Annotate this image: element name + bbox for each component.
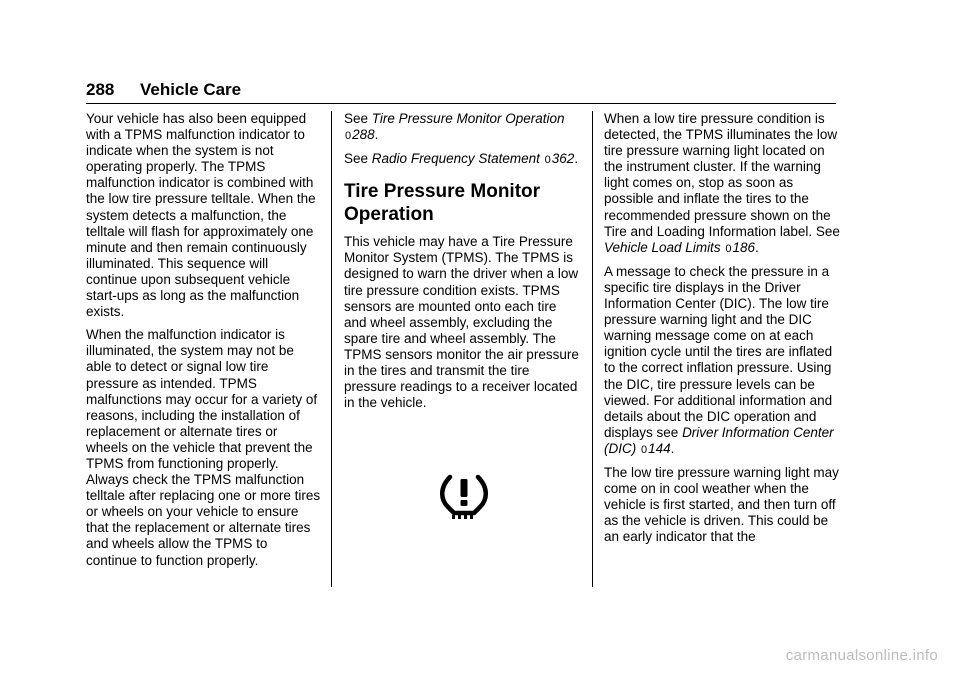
page-reference-icon: 0 [345, 130, 352, 143]
see-reference-1: See Tire Pressure Monitor Operation 0288. [344, 111, 565, 143]
column-divider [331, 111, 332, 587]
page-reference-icon: 0 [544, 154, 551, 167]
paragraph-tpms-description: This vehicle may have a Tire Pressure Monitor System (TPMS). The TPMS is designed to warn the driver when a low tire pressure condition exists. TPMS sensors are mounted onto each tire and wheel assembly, excluding the spare tire and wheel assembly. The TPMS sensors monitor the air pressure in the tires and transmit the tire pressure readings to a receiver located in the vehicle. [344, 234, 579, 411]
link-vehicle-load-limits[interactable]: Vehicle Load Limits 0186 [604, 239, 755, 255]
page-number: 288 [86, 80, 115, 99]
page-reference-icon: 0 [725, 242, 732, 255]
column-3 [604, 111, 840, 552]
page-reference-icon: 0 [641, 443, 648, 456]
low-tire-pressure-warning-icon [438, 469, 490, 521]
column-2 [344, 111, 580, 418]
column-divider [592, 111, 593, 587]
see-reference-2: See Radio Frequency Statement 0362. [344, 151, 579, 167]
page-title: Vehicle Care [140, 80, 242, 99]
link-radio-frequency-statement[interactable]: Radio Frequency Statement 0362 [371, 151, 575, 167]
column-1 [86, 111, 322, 576]
watermark: carmanualsonline.info [785, 647, 938, 664]
page-header [86, 80, 241, 100]
link-tire-pressure-monitor-operation[interactable]: Tire Pressure Monitor Operation 0288 [345, 111, 565, 143]
section-heading: Tire Pressure Monitor Operation [344, 181, 541, 226]
paragraph-cool-weather: The low tire pressure warning light may come on in cool weather when the vehicle is first started, and then turn off as the vehicle is driven. This could be an early indicator that the [604, 464, 839, 545]
link-driver-information-center[interactable]: Driver Information Center (DIC) 0144 [604, 424, 834, 456]
paragraph-malfunction-indicator: Your vehicle has also been equipped with a TPMS malfunction indicator to indicate when the system is not operating properly. The TPMS malfunction indicator is combined with the low tire pressure telltale. When the system detects a malfunction, the telltale will flash for approximately one minute and then remain continuously illuminated. This sequence will continue upon subsequent vehicle start-ups as long as the malfunction exists. [86, 111, 316, 320]
paragraph-warning-light: When a low tire pressure condition is detected, the TPMS illuminates the low tire pressure warning light located on the instrument cluster. If the warning light comes on, stop as soon as possible and inflate the tires to the recommended pressure shown on the Tire and Loading Information label. See Vehicle Load Limits 0186. [604, 111, 840, 255]
paragraph-dic-message: A message to check the pressure in a specific tire displays in the Driver Information Center (DIC). The low tire pressure warning light and the DIC warning message come on at each ignition cycle until the tires are inflated to the correct inflation pressure. Using the DIC, tire pressure levels can be viewed. For additional information and details about the DIC operation and displays see Driver Information Center (DIC) 0144. [604, 263, 834, 456]
paragraph-malfunction-causes: When the malfunction indicator is illuminated, the system may not be able to detect or signal low tire pressure as intended. TPMS malfunctions may occur for a variety of reasons, including the installation of replacement or alternate tires or wheels on the vehicle that prevent the TPMS from functioning properly. Always check the TPMS malfunction telltale after replacing one or more tires or wheels on your vehicle to ensure that the replacement or alternate tires and wheels allow the TPMS to continue to function properly. [86, 327, 321, 568]
header-divider [86, 103, 836, 104]
